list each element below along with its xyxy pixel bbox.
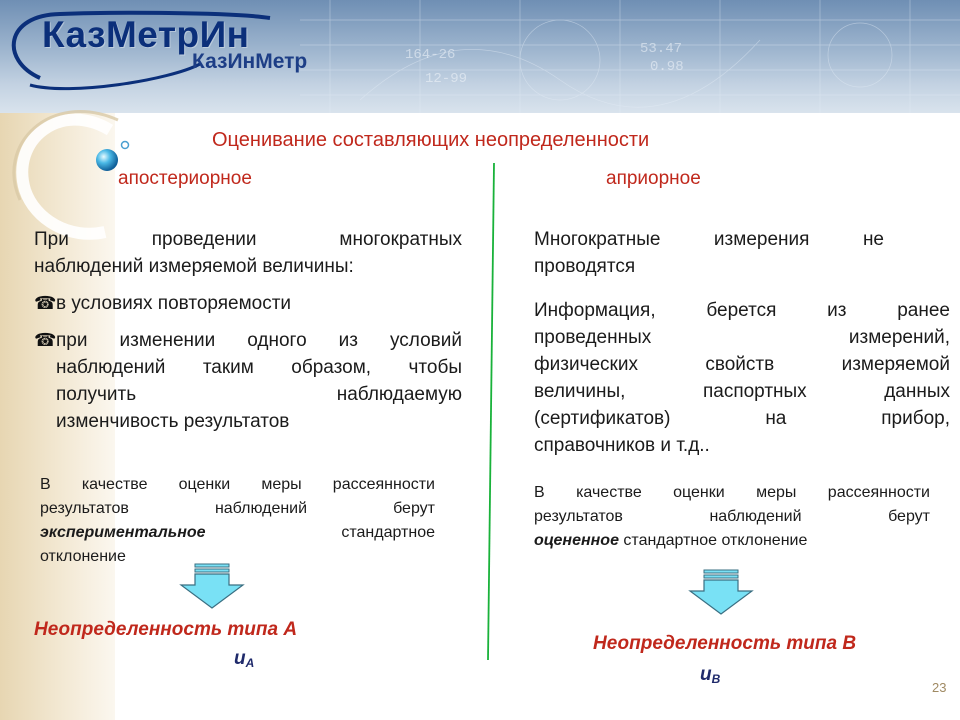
company-logo (14, 6, 314, 96)
down-arrow-icon (688, 569, 754, 615)
telephone-icon: ☎ (34, 330, 57, 350)
uncertainty-a-symbol: $u_A$ (234, 648, 255, 670)
left-bullet-2-line-1: при изменении одного из условий (56, 330, 462, 351)
left-note-line-4: отклонение (40, 548, 126, 565)
left-note-emphasis: экспериментальное (40, 524, 206, 541)
right-note-line-3-rest: стандартное отклонение (623, 532, 808, 549)
down-arrow-icon (179, 563, 245, 609)
right-note-line-3 (534, 529, 930, 553)
left-body-text (34, 226, 462, 435)
uncertainty-type-a-title: Неопределенность типа А (34, 619, 298, 640)
slide-title: Оценивание составляющих неопределенности (212, 129, 650, 151)
sphere-icon (96, 149, 118, 171)
right-info-line-3: физических свойств измеряемой (534, 354, 950, 375)
left-note-line-3 (40, 521, 435, 545)
right-line-1: Многократные измерения не (534, 229, 884, 250)
left-bullet-1-text: в условиях повторяемости (56, 293, 292, 314)
right-info-line-4: величины, паспортных данных (534, 381, 950, 402)
left-note-line-2: результатов наблюдений берут (40, 500, 435, 517)
logo-sub-text: КазИнМетр (192, 50, 308, 73)
telephone-icon: ☎ (34, 293, 57, 313)
left-intro-line-2: наблюдений измеряемой величины: (34, 256, 354, 277)
svg-text:0.98: 0.98 (650, 59, 684, 75)
right-body-text (534, 226, 950, 459)
page-number: 23 (932, 680, 947, 695)
header-banner (0, 0, 960, 113)
right-info-line-2: проведенных измерений, (534, 327, 950, 348)
svg-text:164-26: 164-26 (405, 47, 456, 63)
svg-text:53.47: 53.47 (640, 41, 683, 57)
left-intro-line-1: При проведении многократных (34, 229, 462, 250)
right-info-line-5: (сертификатов) на прибор, (534, 408, 950, 429)
left-bullet-2 (34, 327, 462, 435)
right-note-line-1: В качестве оценки меры рассеянности (534, 484, 930, 501)
left-estimate-note (40, 473, 435, 569)
left-note-line-3-rest: стандартное (341, 524, 435, 541)
right-estimate-note (534, 481, 930, 553)
uncertainty-type-b-title: Неопределенность типа В (593, 633, 857, 654)
right-info-block (534, 297, 950, 459)
logo-main-text: КазМетрИн (42, 14, 250, 55)
left-bullet-2-line-3: получить наблюдаемую (56, 384, 462, 405)
left-bullet-2-line-4: изменчивость результатов (56, 411, 290, 432)
left-note-line-1: В качестве оценки меры рассеянности (40, 476, 435, 493)
right-note-line-2: результатов наблюдений берут (534, 508, 930, 525)
right-line-2: проводятся (534, 256, 636, 277)
svg-text:12-99: 12-99 (425, 71, 468, 87)
left-column-heading: апостериорное (118, 168, 252, 189)
right-column-heading: априорное (606, 168, 701, 189)
uncertainty-b-symbol: $u_B$ (700, 664, 721, 686)
left-bullet-1 (34, 290, 462, 317)
right-info-line-1: Информация, берется из ранее (534, 300, 950, 321)
right-info-line-6: справочников и т.д.. (534, 435, 710, 456)
right-note-emphasis: оцененное (534, 532, 619, 549)
left-bullet-2-line-2: наблюдений таким образом, чтобы (56, 357, 462, 378)
